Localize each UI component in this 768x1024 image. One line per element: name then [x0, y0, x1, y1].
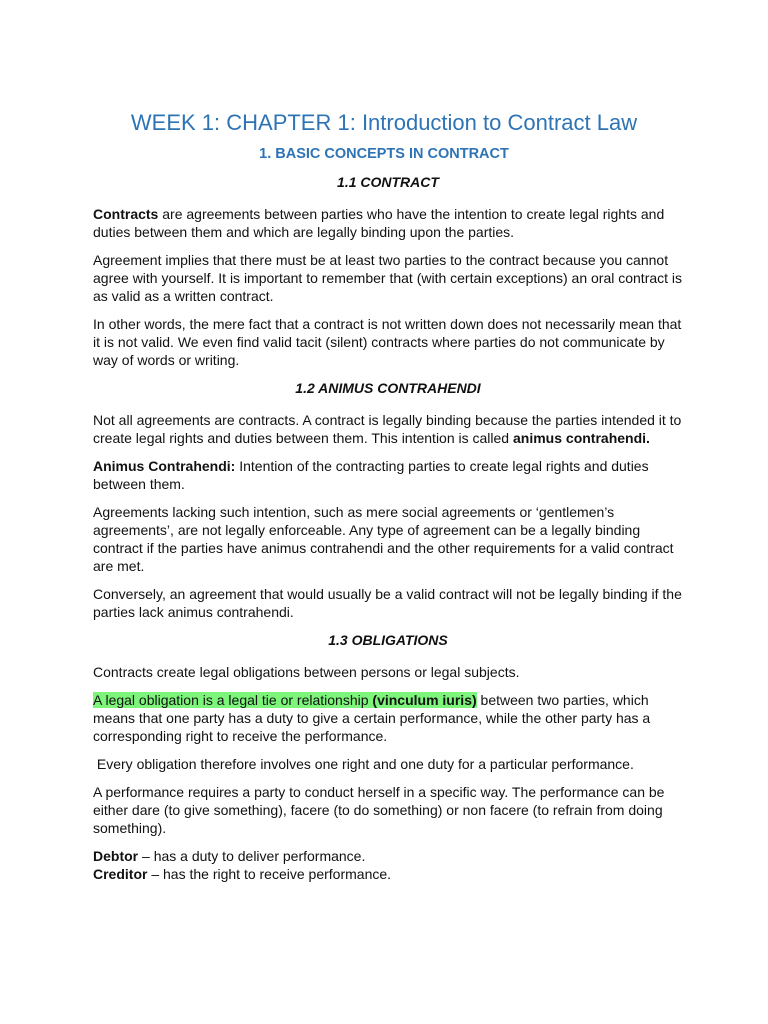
section-heading-obligations: 1.3 OBLIGATIONS — [328, 632, 448, 648]
paragraph-lacking-intention: Agreements lacking such intention, such as mere social agreements or ‘gentlemen’s agreements’, are not legally enforceable. Any type of agreement can be a legally binding contract if the parties have animus contrahendi and the other requirements for a valid contract are met. — [93, 504, 674, 574]
paragraph-every-obligation: Every obligation therefore involves one right and one duty for a particular performance. — [93, 756, 634, 772]
paragraph-not-all-agreements: Not all agreements are contracts. A contract is legally binding because the parties intended it to create legal rights and duties between them. This intention is called animus contrahendi. — [93, 412, 682, 446]
paragraph-debtor-creditor: Debtor – has a duty to deliver performance. Creditor – has the right to receive performance. — [93, 848, 392, 882]
paragraph-contracts-create: Contracts create legal obligations between persons or legal subjects. — [93, 664, 520, 680]
paragraph-conversely: Conversely, an agreement that would usually be a valid contract will not be legally binding if the parties lack animus contrahendi. — [93, 586, 682, 620]
document-body — [93, 173, 683, 883]
paragraph-legal-obligation: A legal obligation is a legal tie or relationship (vinculum iuris) between two parties, which means that one party has a duty to give a certain performance, while the other party has a corresponding right to receive the performance. — [93, 692, 651, 744]
chapter-heading: 1. BASIC CONCEPTS IN CONTRACT — [259, 146, 509, 162]
highlighted-text: A legal obligation is a legal tie or relationship (vinculum iuris) — [93, 692, 477, 708]
paragraph-animus-definition: Animus Contrahendi: Intention of the contracting parties to create legal rights and duties between them. — [93, 458, 649, 492]
section-heading-contract: 1.1 CONTRACT — [337, 174, 439, 190]
term-vinculum-iuris: (vinculum iuris) — [372, 692, 477, 708]
term-debtor: Debtor — [93, 848, 139, 864]
paragraph-other-words: In other words, the mere fact that a contract is not written down does not necessarily mean that it is not valid. We even find valid tacit (silent) contracts where parties do not communicate by way of words or writing. — [93, 316, 682, 368]
term-animus-contrahendi: Animus Contrahendi: — [93, 458, 236, 474]
term-animus: animus contrahendi. — [513, 430, 650, 446]
term-creditor: Creditor — [93, 866, 148, 882]
paragraph-agreement: Agreement implies that there must be at least two parties to the contract because you cannot agree with yourself. It is important to remember that (with certain exceptions) an oral contract is as valid as a written contract. — [93, 252, 683, 304]
document-title: WEEK 1: CHAPTER 1: Introduction to Contract Law — [130, 110, 638, 135]
paragraph-performance: A performance requires a party to conduct herself in a specific way. The performance can be either dare (to give something), facere (to do something) or non facere (to refrain from doing something). — [93, 784, 665, 836]
section-heading-animus: 1.2 ANIMUS CONTRAHENDI — [295, 380, 481, 396]
term-contracts: Contracts — [93, 206, 159, 222]
paragraph-contracts-definition: Contracts are agreements between parties who have the intention to create legal rights and duties between them and which are legally binding upon the parties. — [93, 206, 665, 240]
